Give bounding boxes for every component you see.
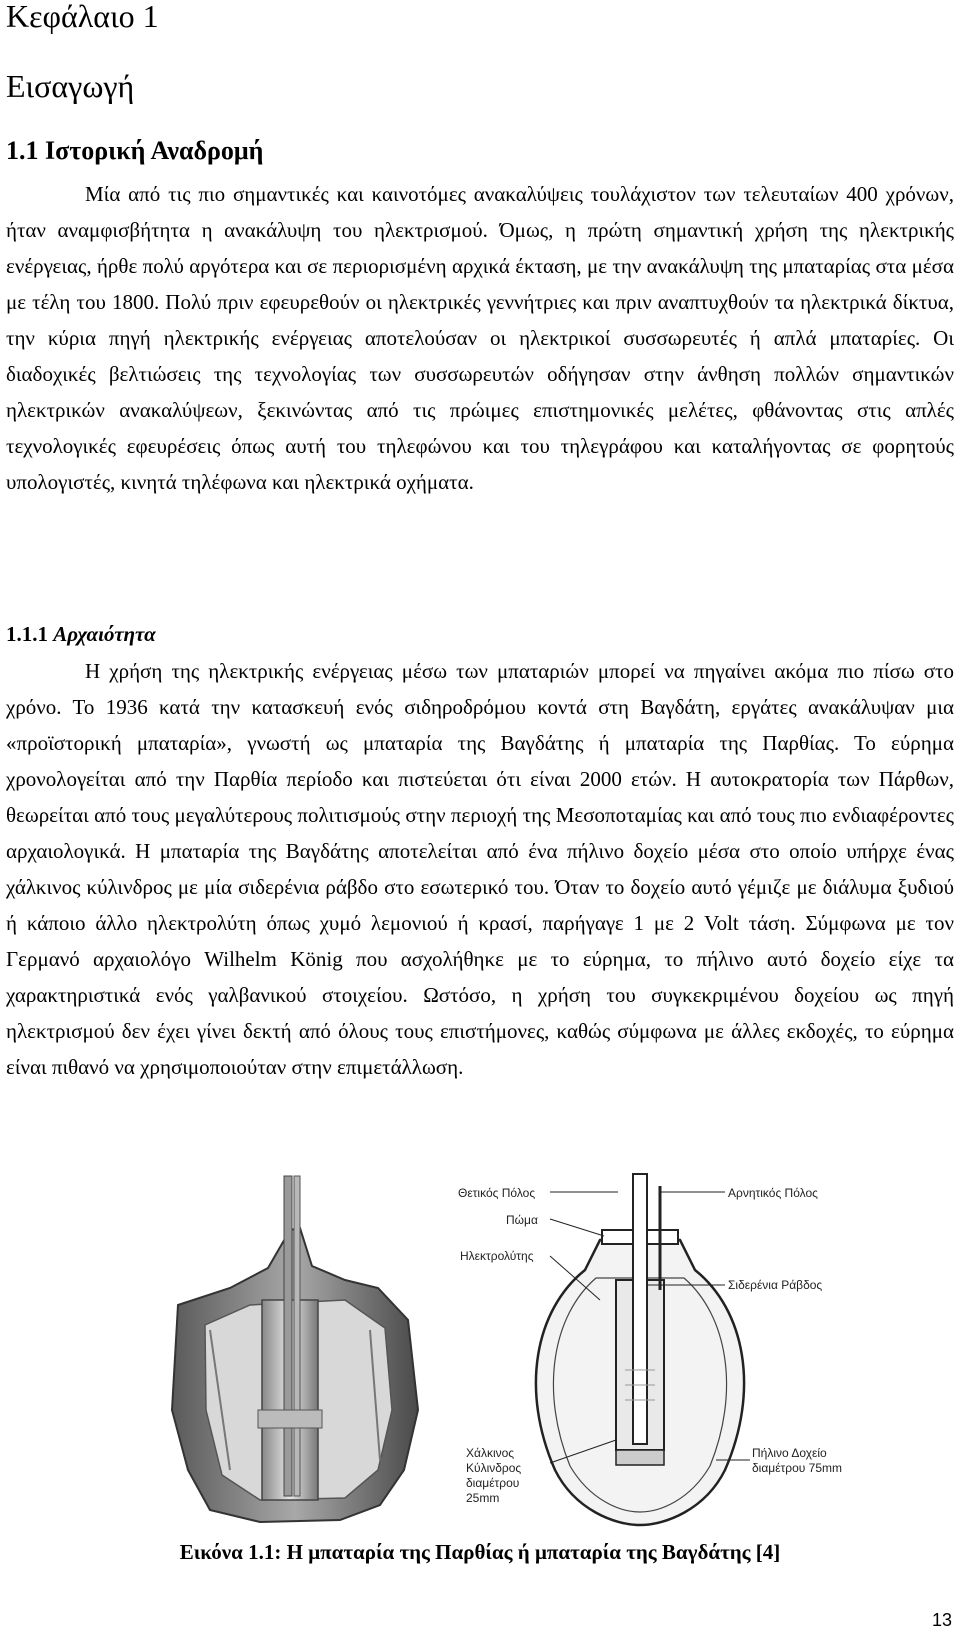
- label-copper-line4: 25mm: [466, 1491, 500, 1505]
- baghdad-battery-figure: [0, 1170, 960, 1530]
- label-copper-line3: διαμέτρου: [466, 1476, 520, 1490]
- section-heading: 1.1 Ιστορική Αναδρομή: [6, 136, 264, 165]
- chapter-number: Κεφάλαιο 1: [6, 0, 159, 34]
- chapter-title: Εισαγωγή: [6, 68, 135, 104]
- subsection-paragraph-text: Η χρήση της ηλεκτρικής ενέργειας μέσω των μπαταριών μπορεί να πηγαίνει ακόμα πιο πίσω στο χρόνο. Το 1936 κατά την κατασκευή ενός σιδηροδρόμου κοντά στη Βαγδάτη, εργάτες ανακάλυψαν μια «προϊστορική μπαταρία», γνωστή ως μπαταρία της Βαγδάτης ή μπαταρία της Παρθίας. Το εύρημα χρονολογείται από την Παρθία περίοδο και πιστεύεται ότι είναι 2000 ετών. Η αυτοκρατορία των Πάρθων, θεωρείται από τους μεγαλύτερους πολιτισμούς στην περιοχή της Μεσοποταμίας και από τους πιο ενδιαφέροντες αρχαιολογικά. Η μπαταρία της Βαγδάτης αποτελείται από ένα πήλινο δοχείο μέσα στο οποίο υπήρχε ένας χάλκινος κύλινδρος με μία σιδερένια ράβδο στο εσωτερικό του. Όταν το δοχείο αυτό γέμιζε με διάλυμα ξυδιού ή κάποιο άλλο ηλεκτρολύτη όπως χυμό λεμονιού ή κρασί, παρήγαγε 1 με 2 Volt τάση. Σύμφωνα με τον Γερμανό αρχαιολόγο Wilhelm König που ασχολήθηκε με το εύρημα, το πήλινο αυτό δοχείο είχε τα χαρακτηριστικά ενός γαλβανικού στοιχείου. Ωστόσο, η χρήση του συγκεκριμένου δοχείου ως πηγή ηλεκτρισμού δεν έχει γίνει δεκτή από όλους τους επιστήμονες, καθώς σύμφωνα με άλλες εκδοχές, το εύρημα είναι πιθανό να χρησιμοποιούταν στην επιμετάλλωση.: [6, 659, 954, 1079]
- section-paragraph-text: Μία από τις πιο σημαντικές και καινοτόμες ανακαλύψεις τουλάχιστον των τελευταίων 400 χρόνων, ήταν αναμφισβήτητα η ανακάλυψη του ηλεκτρισμού. Όμως, η πρώτη σημαντική χρήση της ηλεκτρικής ενέργειας, ήρθε πολύ αργότερα και σε περιορισμένη αρχικά έκταση, με την ανακάλυψη της μπαταρίας στα μέσα με τέλη του 1800. Πολύ πριν εφευρεθούν οι ηλεκτρικές γεννήτριες και πριν αναπτυχθούν τα ηλεκτρικά δίκτυα, την κύρια πηγή ηλεκτρικής ενέργειας αποτελούσαν οι ηλεκτρικοί συσσωρευτές ή απλά μπαταρίες. Οι διαδοχικές βελτιώσεις της τεχνολογίας των συσσωρευτών οδήγησαν στην άνθηση πολλών σημαντικών ηλεκτρικών ανακαλύψεων, ξεκινώντας από τις πρώιμες επιστημονικές μελέτες, φθάνοντας στις απλές τεχνολογικές εφευρέσεις όπως αυτή του τηλεφώνου και του τηλεγράφου και καταλήγοντας σε φορητούς υπολογιστές, κινητά τηλέφωνα και ηλεκτρικά οχήματα.: [6, 182, 954, 494]
- label-clay-line2: διαμέτρου 75mm: [752, 1461, 843, 1475]
- section-paragraph: [6, 176, 954, 500]
- label-copper-line2: Κύλινδρος: [466, 1461, 522, 1475]
- label-copper-line1: Χάλκινος: [466, 1446, 515, 1460]
- subsection-heading: [6, 617, 156, 651]
- subsection-paragraph: [6, 653, 954, 1085]
- label-electrolyte: Ηλεκτρολύτης: [460, 1249, 534, 1263]
- battery-photo: [172, 1176, 418, 1522]
- battery-diagram: [536, 1174, 750, 1525]
- label-stopper: Πώμα: [506, 1213, 538, 1227]
- label-negative-pole: Αρνητικός Πόλος: [728, 1186, 818, 1200]
- page-number: 13: [931, 1610, 952, 1630]
- subsection-title: Αρχαιότητα: [53, 622, 156, 646]
- label-iron-rod: Σιδερένια Ράβδος: [728, 1278, 823, 1292]
- figure-caption: Εικόνα 1.1: Η μπαταρία της Παρθίας ή μπαταρία της Βαγδάτης [4]: [179, 1540, 781, 1564]
- label-clay-line1: Πήλινο Δοχείο: [752, 1446, 827, 1460]
- label-positive-pole: Θετικός Πόλος: [458, 1186, 536, 1200]
- figure: [0, 1170, 960, 1530]
- subsection-number: 1.1.1: [6, 622, 48, 646]
